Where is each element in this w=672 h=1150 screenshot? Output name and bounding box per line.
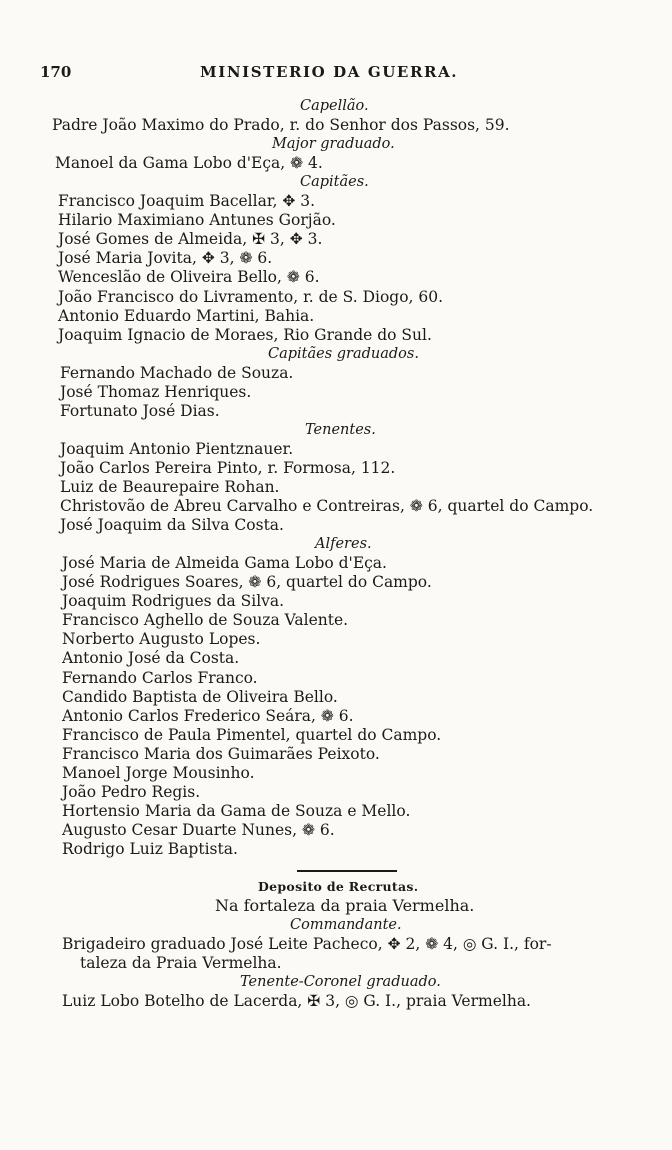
roster-entry: Norberto Augusto Lopes.: [62, 630, 261, 648]
roster-entry: Fernando Machado de Souza.: [60, 364, 294, 382]
section-heading: Capellão.: [300, 98, 369, 114]
roster-entry: Fernando Carlos Franco.: [62, 669, 258, 687]
roster-entry: Fortunato José Dias.: [60, 402, 220, 420]
roster-entry: José Rodrigues Soares, ❁ 6, quartel do Campo.: [62, 573, 432, 591]
roster-entry: José Joaquim da Silva Costa.: [60, 516, 284, 534]
roster-entry: Joaquim Rodrigues da Silva.: [62, 592, 285, 610]
roster-entry: Manoel da Gama Lobo d'Eça, ❁ 4.: [55, 154, 323, 172]
section-heading: Capitães graduados.: [268, 346, 419, 362]
roster-entry: Antonio José da Costa.: [62, 649, 240, 667]
roster-entry: João Francisco do Livramento, r. de S. Diogo, 60.: [58, 288, 444, 306]
roster-entry: Joaquim Ignacio de Moraes, Rio Grande do Sul.: [58, 326, 432, 344]
section-heading: Tenentes.: [305, 422, 376, 438]
roster-entry: Francisco Aghello de Souza Valente.: [62, 611, 349, 629]
roster-entry: Manoel Jorge Mousinho.: [62, 764, 255, 782]
roster-entry: Brigadeiro graduado José Leite Pacheco, ✥ 2, ❁ 4, ◎ G. I., for-: [62, 935, 552, 953]
roster-entry: Christovão de Abreu Carvalho e Contreiras, ❁ 6, quartel do Campo.: [60, 497, 594, 515]
roster-entry: José Thomaz Henriques.: [60, 383, 252, 401]
section-heading: Alferes.: [315, 536, 372, 552]
roster-entry: José Maria Jovita, ✥ 3, ❁ 6.: [58, 249, 273, 267]
roster-entry: José Maria de Almeida Gama Lobo d'Eça.: [62, 554, 387, 572]
section-heading: Capitães.: [300, 174, 369, 190]
roster-entry: Wenceslão de Oliveira Bello, ❁ 6.: [58, 268, 320, 286]
roster-entry: Antonio Carlos Frederico Seára, ❁ 6.: [62, 707, 354, 725]
roster-entry: José Gomes de Almeida, ✠ 3, ✥ 3.: [58, 230, 323, 248]
location-line: Na fortaleza da praia Vermelha.: [215, 896, 475, 915]
roster-entry: Rodrigo Luiz Baptista.: [62, 840, 238, 858]
section-title: Deposito de Recrutas.: [258, 879, 419, 894]
roster-entry: Francisco de Paula Pimentel, quartel do Campo.: [62, 726, 442, 744]
roster-entry: Padre João Maximo do Prado, r. do Senhor dos Passos, 59.: [52, 116, 510, 134]
roster-entry: João Carlos Pereira Pinto, r. Formosa, 112.: [60, 459, 396, 477]
section-heading: Major graduado.: [272, 136, 395, 152]
roster-entry: Luiz de Beaurepaire Rohan.: [60, 478, 280, 496]
roster-entry-continuation: taleza da Praia Vermelha.: [80, 954, 282, 972]
roster-entry: Hilario Maximiano Antunes Gorjão.: [58, 211, 336, 229]
roster-entry: Joaquim Antonio Pientznauer.: [60, 440, 294, 458]
roster-entry: João Pedro Regis.: [62, 783, 201, 801]
roster-entry: Hortensio Maria da Gama de Souza e Mello.: [62, 802, 411, 820]
roster-entry: Francisco Maria dos Guimarães Peixoto.: [62, 745, 380, 763]
page-number: 170: [40, 63, 72, 81]
running-head: MINISTERIO DA GUERRA.: [200, 63, 459, 81]
roster-entry: Candido Baptista de Oliveira Bello.: [62, 688, 338, 706]
section-heading: Commandante.: [290, 917, 402, 933]
roster-entry: Luiz Lobo Botelho de Lacerda, ✠ 3, ◎ G. I., praia Vermelha.: [62, 992, 531, 1010]
page-header: [40, 63, 500, 87]
section-divider: [297, 870, 397, 872]
roster-entry: Francisco Joaquim Bacellar, ✥ 3.: [58, 192, 316, 210]
roster-entry: Antonio Eduardo Martini, Bahia.: [58, 307, 315, 325]
roster-entry: Augusto Cesar Duarte Nunes, ❁ 6.: [62, 821, 335, 839]
section-heading: Tenente-Coronel graduado.: [240, 974, 441, 990]
